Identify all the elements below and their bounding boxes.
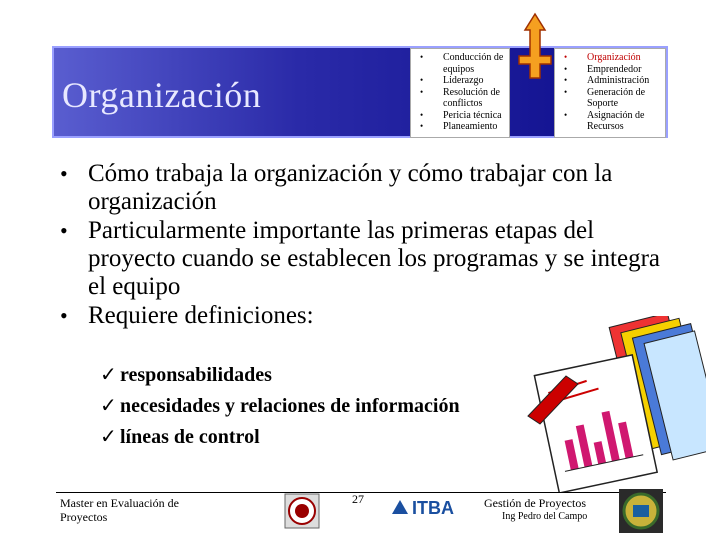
bullet-item: • Particularmente importante las primeras etapas del proyecto cuando se establecen los programas y se integra el equipo [60, 217, 680, 301]
university-seal-icon [284, 493, 320, 529]
bullet-item: • Requiere definiciones: [60, 302, 680, 330]
footer-subject: Gestión de Proyectos [484, 496, 586, 510]
skill-item: • Planeamiento [411, 121, 509, 133]
check-item: ✓ necesidades y relaciones de información [100, 391, 460, 422]
itba-logo-icon [390, 496, 468, 518]
institution-badge-icon [618, 488, 664, 534]
skills-box-left [410, 48, 510, 138]
skill-item-highlighted: • Organización [555, 52, 665, 64]
footer-course: Master en Evaluación de Proyectos [60, 496, 179, 524]
bullet-item: • Cómo trabaja la organización y cómo trabajar con la organización [60, 160, 680, 216]
main-bullets [60, 160, 680, 331]
skill-item: • Conducción de equipos [411, 52, 509, 75]
skills-box-right [554, 48, 666, 138]
skill-item: • Liderazgo [411, 75, 509, 87]
skill-item: • Generación de Soporte [555, 87, 665, 110]
skill-item: • Resolución de conflictos [411, 87, 509, 110]
skill-item: • Pericia técnica [411, 110, 509, 122]
slide-title: Organización [62, 75, 262, 115]
itba-logo-text: ITBA [412, 498, 454, 518]
footer-author: Ing Pedro del Campo [502, 511, 588, 522]
skill-item: • Emprendedor [555, 64, 665, 76]
check-item: ✓ responsabilidades [100, 360, 460, 391]
check-item: ✓ líneas de control [100, 422, 460, 453]
up-arrow-icon [517, 12, 553, 82]
page-number: 27 [352, 492, 364, 506]
definition-checklist [100, 360, 460, 453]
skill-item: • Administración [555, 75, 665, 87]
reports-clipart-icon [526, 316, 706, 492]
skill-item: • Asignación de Recursos [555, 110, 665, 133]
